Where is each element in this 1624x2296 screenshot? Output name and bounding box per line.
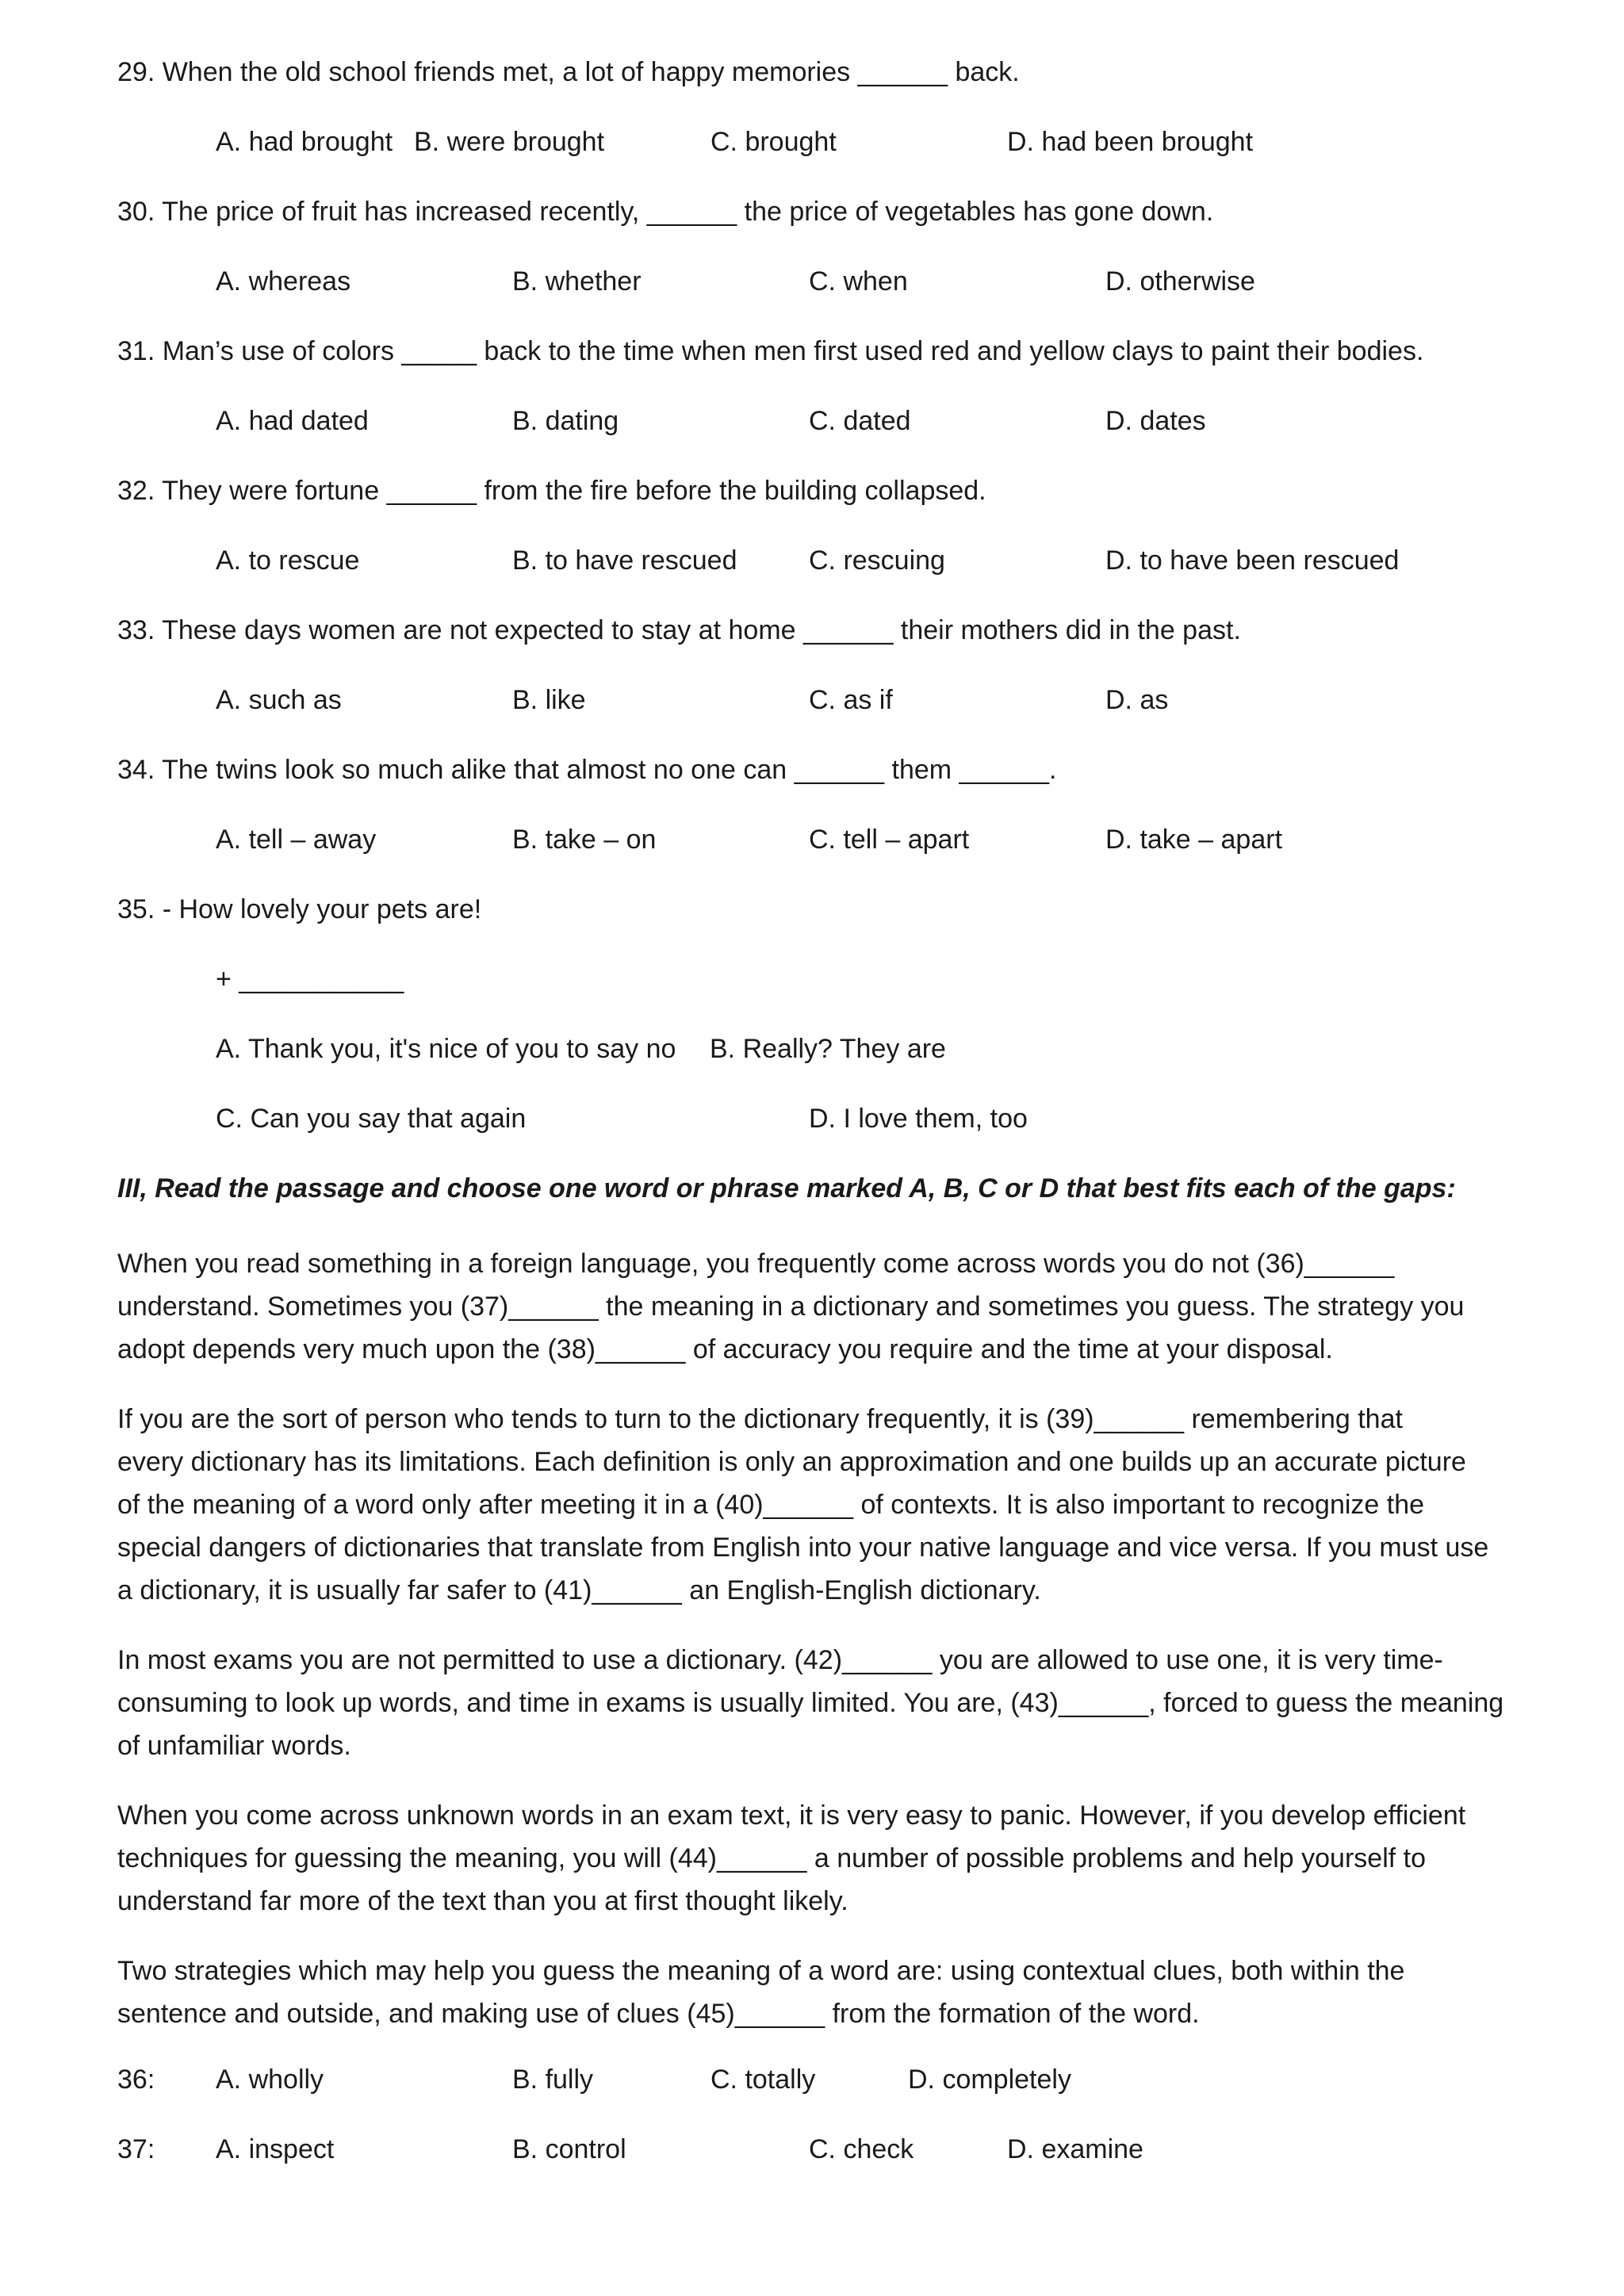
question-34-option-d: D. take – apart [1105, 825, 1283, 855]
question-29-option-d: D. had been brought [1007, 127, 1254, 157]
passage-line: every dictionary has its limitations. Each definition is only an approximation and one builds up an accurate picture [117, 1447, 1466, 1477]
answer-36-option-b: B. fully [512, 2064, 594, 2095]
question-31-option-a: A. had dated [216, 406, 369, 436]
question-31-option-b: B. dating [512, 406, 619, 436]
question-32-option-b: B. to have rescued [512, 545, 737, 576]
question-30-option-c: C. when [809, 266, 908, 297]
answer-37-option-b: B. control [512, 2134, 626, 2164]
answer-36-number: 36: [117, 2064, 155, 2095]
question-31-option-c: C. dated [809, 406, 911, 436]
passage-line: a dictionary, it is usually far safer to (41)______ an English-English dictionary. [117, 1575, 1041, 1605]
question-30-option-d: D. otherwise [1105, 266, 1255, 297]
question-30-option-b: B. whether [512, 266, 642, 297]
passage-line: In most exams you are not permitted to use a dictionary. (42)______ you are allowed to use one, it is very time- [117, 1645, 1443, 1675]
question-29-option-a: A. had brought [216, 127, 393, 157]
passage-line: consuming to look up words, and time in exams is usually limited. You are, (43)______, forced to guess the meaning [117, 1688, 1504, 1718]
question-35-reply-line: + ___________ [216, 964, 404, 994]
passage-line: Two strategies which may help you guess the meaning of a word are: using contextual clues, both within the [117, 1956, 1405, 1986]
passage-line: special dangers of dictionaries that translate from English into your native language and vice versa. If you must use [117, 1533, 1489, 1563]
section-heading: III, Read the passage and choose one word or phrase marked A, B, C or D that best fits each of the gaps: [117, 1173, 1456, 1203]
question-33-option-d: D. as [1105, 685, 1169, 715]
passage-paragraph-5 [117, 1950, 1545, 2035]
question-30-option-a: A. whereas [216, 266, 351, 297]
answer-36-option-c: C. totally [710, 2064, 816, 2095]
passage-line: When you come across unknown words in an exam text, it is very easy to panic. However, if you develop efficient [117, 1800, 1466, 1831]
question-32-option-d: D. to have been rescued [1105, 545, 1400, 576]
passage-paragraph-4 [117, 1794, 1545, 1923]
question-35-option-b: B. Really? They are [710, 1034, 946, 1064]
passage-paragraph-1 [117, 1242, 1545, 1371]
question-32-option-a: A. to rescue [216, 545, 360, 576]
answer-37-option-a: A. inspect [216, 2134, 335, 2164]
question-35-option-a: A. Thank you, it's nice of you to say no [216, 1034, 676, 1064]
passage-line: understand. Sometimes you (37)______ the meaning in a dictionary and sometimes you guess. The strategy you [117, 1292, 1465, 1322]
answer-37-option-d: D. examine [1007, 2134, 1143, 2164]
question-35-stem: 35. - How lovely your pets are! [117, 894, 482, 924]
question-33-option-a: A. such as [216, 685, 342, 715]
passage-line: If you are the sort of person who tends to turn to the dictionary frequently, it is (39)______ remembering that [117, 1404, 1403, 1434]
question-33-stem: 33. These days women are not expected to stay at home ______ their mothers did in the past. [117, 615, 1241, 645]
question-32-option-c: C. rescuing [809, 545, 945, 576]
answer-36-option-a: A. wholly [216, 2064, 324, 2095]
question-31-stem: 31. Man’s use of colors _____ back to the time when men first used red and yellow clays to paint their bodies. [117, 336, 1424, 366]
question-29-option-c: C. brought [710, 127, 837, 157]
question-29-stem: 29. When the old school friends met, a lot of happy memories ______ back. [117, 57, 1020, 87]
question-32-stem: 32. They were fortune ______ from the fire before the building collapsed. [117, 476, 986, 506]
question-33-option-c: C. as if [809, 685, 893, 715]
passage-paragraph-2 [117, 1398, 1545, 1612]
question-33-option-b: B. like [512, 685, 586, 715]
question-30-stem: 30. The price of fruit has increased recently, ______ the price of vegetables has gone down. [117, 197, 1214, 227]
passage-line: understand far more of the text than you at first thought likely. [117, 1886, 848, 1916]
question-29-option-b: B. were brought [414, 127, 605, 157]
question-31-option-d: D. dates [1105, 406, 1206, 436]
question-35-option-d: D. I love them, too [809, 1104, 1028, 1134]
answer-37-option-c: C. check [809, 2134, 914, 2164]
passage-line: of the meaning of a word only after meeting it in a (40)______ of contexts. It is also important to recognize the [117, 1490, 1425, 1520]
question-34-stem: 34. The twins look so much alike that almost no one can ______ them ______. [117, 755, 1057, 785]
passage-line: When you read something in a foreign language, you frequently come across words you do not (36)______ [117, 1249, 1395, 1279]
passage-line: techniques for guessing the meaning, you will (44)______ a number of possible problems and help yourself to [117, 1843, 1426, 1873]
question-35-option-c: C. Can you say that again [216, 1104, 527, 1134]
question-34-option-a: A. tell – away [216, 825, 377, 855]
question-34-option-c: C. tell – apart [809, 825, 970, 855]
passage-line: sentence and outside, and making use of clues (45)______ from the formation of the word. [117, 1999, 1200, 2029]
answer-36-option-d: D. completely [908, 2064, 1071, 2095]
question-34-option-b: B. take – on [512, 825, 657, 855]
passage-paragraph-3 [117, 1639, 1545, 1767]
passage-line: adopt depends very much upon the (38)______ of accuracy you require and the time at your disposal. [117, 1334, 1333, 1364]
passage-line: of unfamiliar words. [117, 1731, 351, 1761]
answer-37-number: 37: [117, 2134, 155, 2164]
